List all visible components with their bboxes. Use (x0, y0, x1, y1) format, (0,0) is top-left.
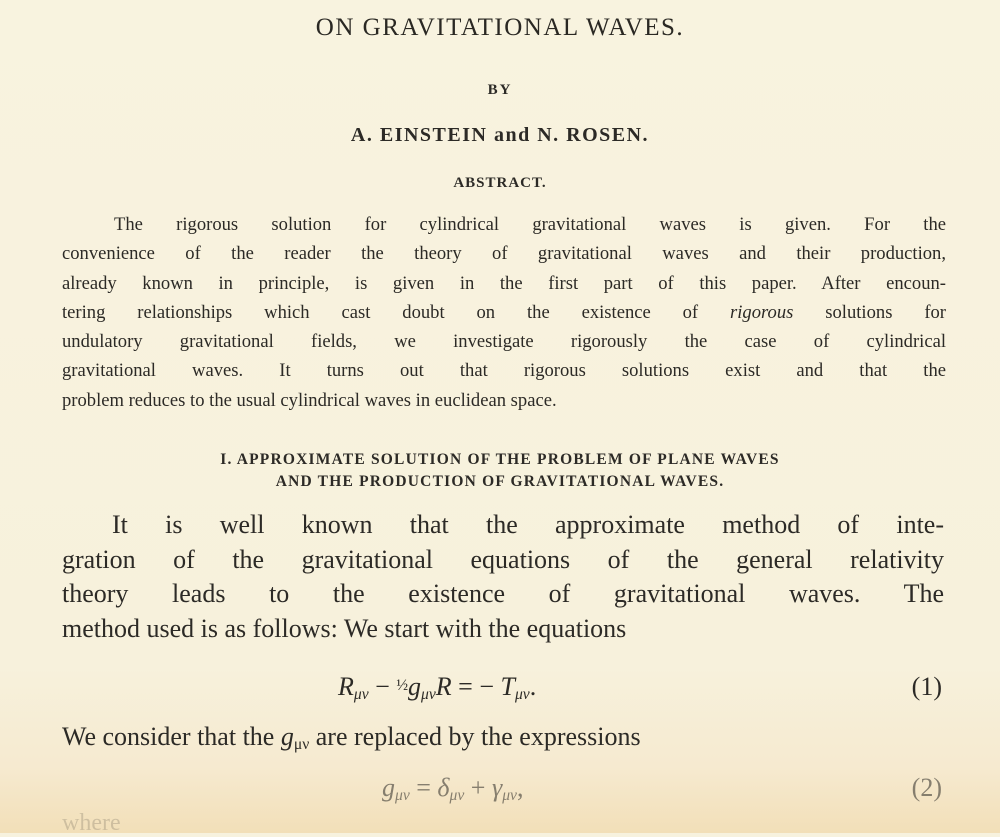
section-heading-line: I. APPROXIMATE SOLUTION OF THE PROBLEM OF PLANE WAVES (220, 451, 780, 468)
paper-title: ON GRAVITATIONAL WAVES. (315, 14, 685, 41)
faded-word: where (62, 810, 121, 836)
equation-2-expression: $g_{\mu\nu} = \delta_{\mu\nu} + \gamma_{\mu\nu}$, (382, 773, 524, 804)
abstract-line: undulatory gravitational fields, we investigate rigorously the case of cylindrical (62, 331, 946, 353)
equation-2-number: (2) (911, 773, 942, 802)
paper-authors: A. EINSTEIN and N. ROSEN. (350, 124, 650, 146)
equation-1-expression: $R_{\mu\nu}$ − $\frac{1}{2}g_{\mu\nu}R$ = − $T_{\mu\nu}$. (338, 672, 537, 703)
abstract-heading: ABSTRACT. (453, 175, 547, 191)
abstract-line: convenience of the reader the theory of gravitational waves and their production, (62, 243, 946, 265)
body-line: It is well known that the approximate method of inte- (112, 510, 944, 539)
section-heading (0, 449, 1000, 493)
equation-1-number: (1) (911, 672, 942, 701)
abstract-text (62, 210, 946, 415)
byline-label: BY (487, 82, 513, 98)
abstract-italic-word: rigorous (730, 301, 794, 323)
abstract-line: already known in principle, is given in the first part of this paper. After encoun- (62, 272, 946, 294)
abstract-line-tail: solutions for (793, 301, 946, 323)
abstract-line (62, 298, 946, 327)
abstract-line: problem reduces to the usual cylindrical waves in euclidean space. (62, 389, 557, 411)
body-line: gration of the gravitational equations of the general relativity (62, 544, 944, 574)
section-heading-line: AND THE PRODUCTION OF GRAVITATIONAL WAVES. (275, 473, 725, 490)
abstract-line-start: tering relationships which cast doubt on the existence of (62, 301, 731, 323)
body-paragraph (62, 508, 944, 646)
abstract-line: The rigorous solution for cylindrical gravitational waves is given. For the (114, 214, 946, 235)
body-line: theory leads to the existence of gravitational waves. The (62, 579, 944, 608)
body-sentence: We consider that the $g_{\mu\nu}$ are replaced by the expressions (62, 722, 641, 753)
abstract-line: gravitational waves. It turns out that rigorous solutions exist and that the (62, 360, 946, 382)
body-line: method used is as follows: We start with the equations (62, 613, 627, 643)
